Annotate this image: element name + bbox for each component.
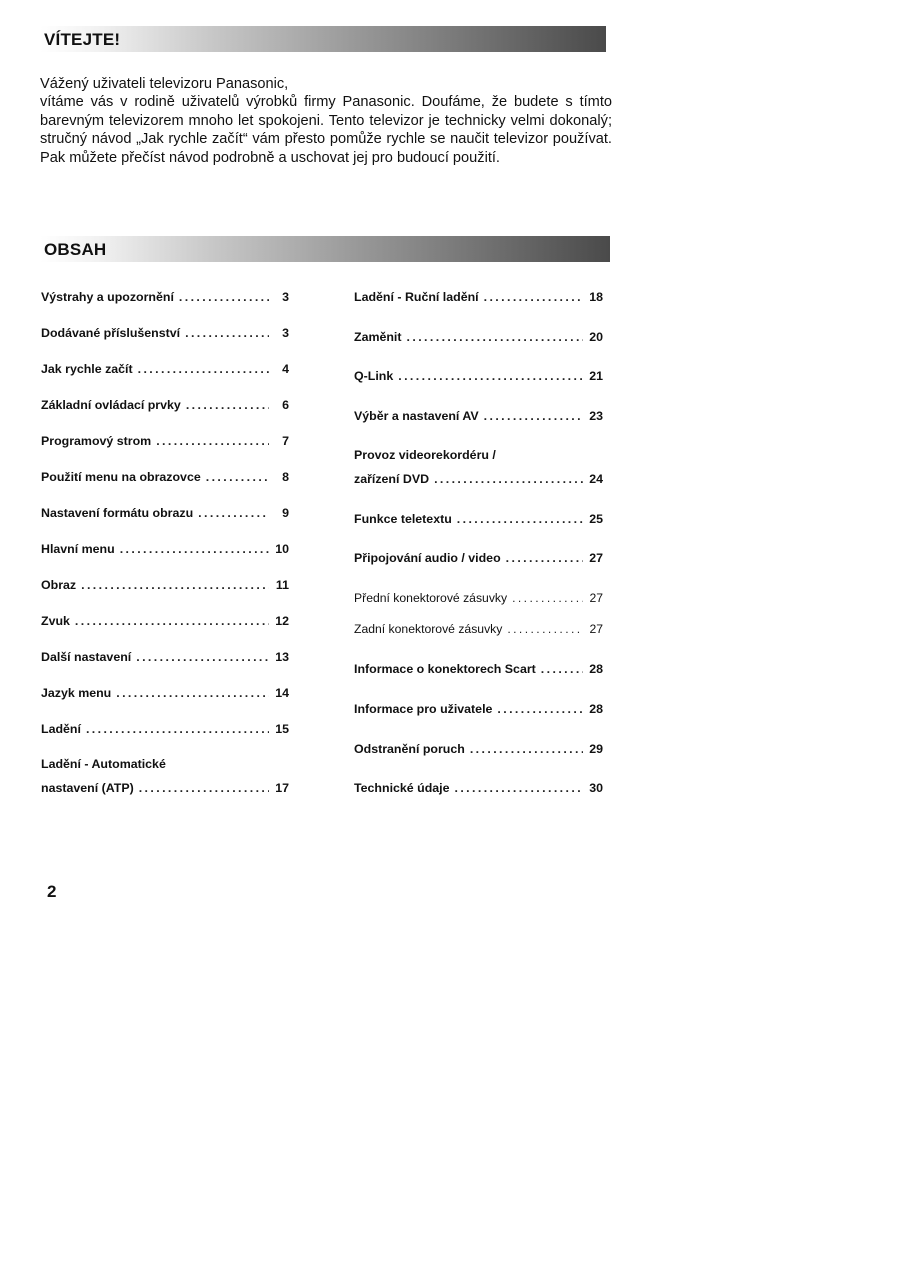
toc-entry-page: 21: [589, 369, 603, 383]
toc-entry-title: Jak rychle začít: [41, 362, 133, 376]
toc-entry: [41, 433, 289, 449]
toc-entry-page: 25: [589, 512, 603, 526]
toc-entry-page: 27: [589, 591, 603, 605]
toc-dot-leader: [156, 433, 269, 449]
toc-entry-page: 23: [589, 409, 603, 423]
toc-entry-title: Dodávané příslušenství: [41, 326, 181, 340]
toc-dot-leader: [457, 511, 583, 527]
toc-entry: [354, 780, 603, 796]
welcome-text: [40, 75, 612, 167]
toc-dot-leader: [186, 397, 269, 413]
toc-entry-title: Obraz: [41, 578, 77, 592]
toc-entry-page: 28: [589, 702, 603, 716]
toc-entry: [41, 685, 289, 701]
toc-entry: [41, 577, 289, 593]
toc-entry-page: 10: [275, 542, 289, 556]
toc-entry: [354, 511, 603, 527]
toc-dot-leader: [512, 590, 583, 606]
toc-entry: [41, 325, 289, 341]
toc-dot-leader: [136, 649, 269, 665]
toc-entry-page: 9: [282, 506, 289, 520]
toc-entry: [354, 661, 603, 677]
toc-entry-title: Zadní konektorové zásuvky: [354, 622, 503, 636]
toc-entry-page: 18: [589, 290, 603, 304]
toc-entry-title: Hlavní menu: [41, 542, 115, 556]
toc-dot-leader: [138, 361, 269, 377]
toc-dot-leader: [506, 550, 583, 566]
page-number: 2: [47, 882, 57, 901]
toc-entry-title: Zvuk: [41, 614, 70, 628]
toc-entry-page: 27: [589, 622, 603, 636]
toc-dot-leader: [398, 368, 583, 384]
toc-entry-title: Zaměnit: [354, 330, 402, 344]
toc-dot-leader: [81, 577, 269, 593]
toc-entry: [41, 541, 289, 557]
toc-entry: [41, 289, 289, 305]
toc-entry-page: 3: [282, 326, 289, 340]
toc-entry-page: 17: [275, 781, 289, 795]
toc-entry-title: Základní ovládací prvky: [41, 398, 181, 412]
toc-entry-title: Funkce teletextu: [354, 512, 452, 526]
toc-subentry: [354, 590, 603, 606]
toc-entry-page: 27: [589, 551, 603, 565]
toc-entry-page: 12: [275, 614, 289, 628]
toc-entry: [41, 505, 289, 521]
toc-entry: [354, 329, 603, 345]
toc-dot-leader: [507, 621, 583, 637]
toc-entry-title-line1: Ladění - Automatické: [41, 757, 166, 771]
toc-entry-title: Ladění: [41, 722, 81, 736]
toc-entry-title: Informace o konektorech Scart: [354, 662, 536, 676]
toc-entry-page: 3: [282, 290, 289, 304]
toc-entry-title: Další nastavení: [41, 650, 132, 664]
toc-entry-title: Použití menu na obrazovce: [41, 470, 201, 484]
toc-entry: [41, 721, 289, 737]
toc-entry-title: Odstranění poruch: [354, 742, 465, 756]
toc-entry: [354, 471, 603, 487]
toc-entry: [41, 780, 289, 796]
contents-heading: OBSAH: [44, 240, 107, 259]
toc-entry-page: 13: [275, 650, 289, 664]
toc-dot-leader: [541, 661, 583, 677]
toc-entry-page: 7: [282, 434, 289, 448]
toc-entry-page: 20: [589, 330, 603, 344]
toc-entry: [354, 701, 603, 717]
toc-entry-page: 8: [282, 470, 289, 484]
toc-entry-title: Informace pro uživatele: [354, 702, 493, 716]
toc-dot-leader: [120, 541, 269, 557]
welcome-paragraph: vítáme vás v rodině uživatelů výrobků firmy Panasonic. Doufáme, že budete s tímto barevným televizorem mnoho let spokojeni. Tento televizor je technicky velmi dokonalý; stručný návod „Jak rychle začít“ vám přesto pomůže rychle se naučit televizor používat. Pak můžete přečíst návod podrobně a uschovat jej pro budoucí použití.: [40, 94, 612, 166]
toc-dot-leader: [484, 289, 583, 305]
toc-dot-leader: [116, 685, 269, 701]
toc-entry-title: Výstrahy a upozornění: [41, 290, 174, 304]
toc-entry-page: 29: [589, 742, 603, 756]
toc-dot-leader: [206, 469, 269, 485]
toc-subentry: [354, 621, 603, 637]
toc-entry-page: 15: [275, 722, 289, 736]
toc-dot-leader: [185, 325, 269, 341]
toc-dot-leader: [455, 780, 584, 796]
toc-dot-leader: [497, 701, 583, 717]
toc-entry: [354, 550, 603, 566]
toc-entry-page: 24: [589, 472, 603, 486]
toc-entry-page: 30: [589, 781, 603, 795]
toc-entry-page: 11: [275, 578, 289, 592]
toc-entry: [354, 289, 603, 305]
toc-dot-leader: [470, 741, 583, 757]
toc-dot-leader: [484, 408, 583, 424]
contents-heading-banner: [40, 236, 610, 262]
toc-dot-leader: [179, 289, 269, 305]
toc-dot-leader: [86, 721, 269, 737]
toc-entry-page: 14: [275, 686, 289, 700]
toc-entry-title: Ladění - Ruční ladění: [354, 290, 479, 304]
toc-dot-leader: [434, 471, 583, 487]
toc-entry-title: Připojování audio / video: [354, 551, 501, 565]
toc-entry-title: Q-Link: [354, 369, 394, 383]
toc-entry-title: Přední konektorové zásuvky: [354, 591, 508, 605]
toc-entry: [41, 649, 289, 665]
toc-entry-page: 4: [282, 362, 289, 376]
welcome-greeting: Vážený uživateli televizoru Panasonic,: [40, 76, 289, 92]
toc-entry: [41, 397, 289, 413]
toc-entry-title-line1: Provoz videorekordéru /: [354, 448, 496, 462]
toc-entry: [354, 741, 603, 757]
toc-entry-title: Jazyk menu: [41, 686, 112, 700]
toc-dot-leader: [407, 329, 583, 345]
toc-entry: [41, 469, 289, 485]
toc-entry-title: zařízení DVD: [354, 472, 430, 486]
toc-entry-title: Výběr a nastavení AV: [354, 409, 479, 423]
toc-entry-page: 6: [282, 398, 289, 412]
toc-entry-title: Programový strom: [41, 434, 152, 448]
welcome-heading: VÍTEJTE!: [44, 30, 121, 49]
toc-entry: [354, 368, 603, 384]
toc-entry-title: Technické údaje: [354, 781, 450, 795]
toc-entry-title: nastavení (ATP): [41, 781, 134, 795]
toc-entry-page: 28: [589, 662, 603, 676]
toc-entry: [354, 408, 603, 424]
toc-dot-leader: [75, 613, 269, 629]
toc-dot-leader: [198, 505, 269, 521]
toc-entry: [41, 613, 289, 629]
toc-dot-leader: [139, 780, 269, 796]
welcome-heading-banner: [40, 26, 606, 52]
toc-entry: [41, 361, 289, 377]
toc-entry-title: Nastavení formátu obrazu: [41, 506, 194, 520]
